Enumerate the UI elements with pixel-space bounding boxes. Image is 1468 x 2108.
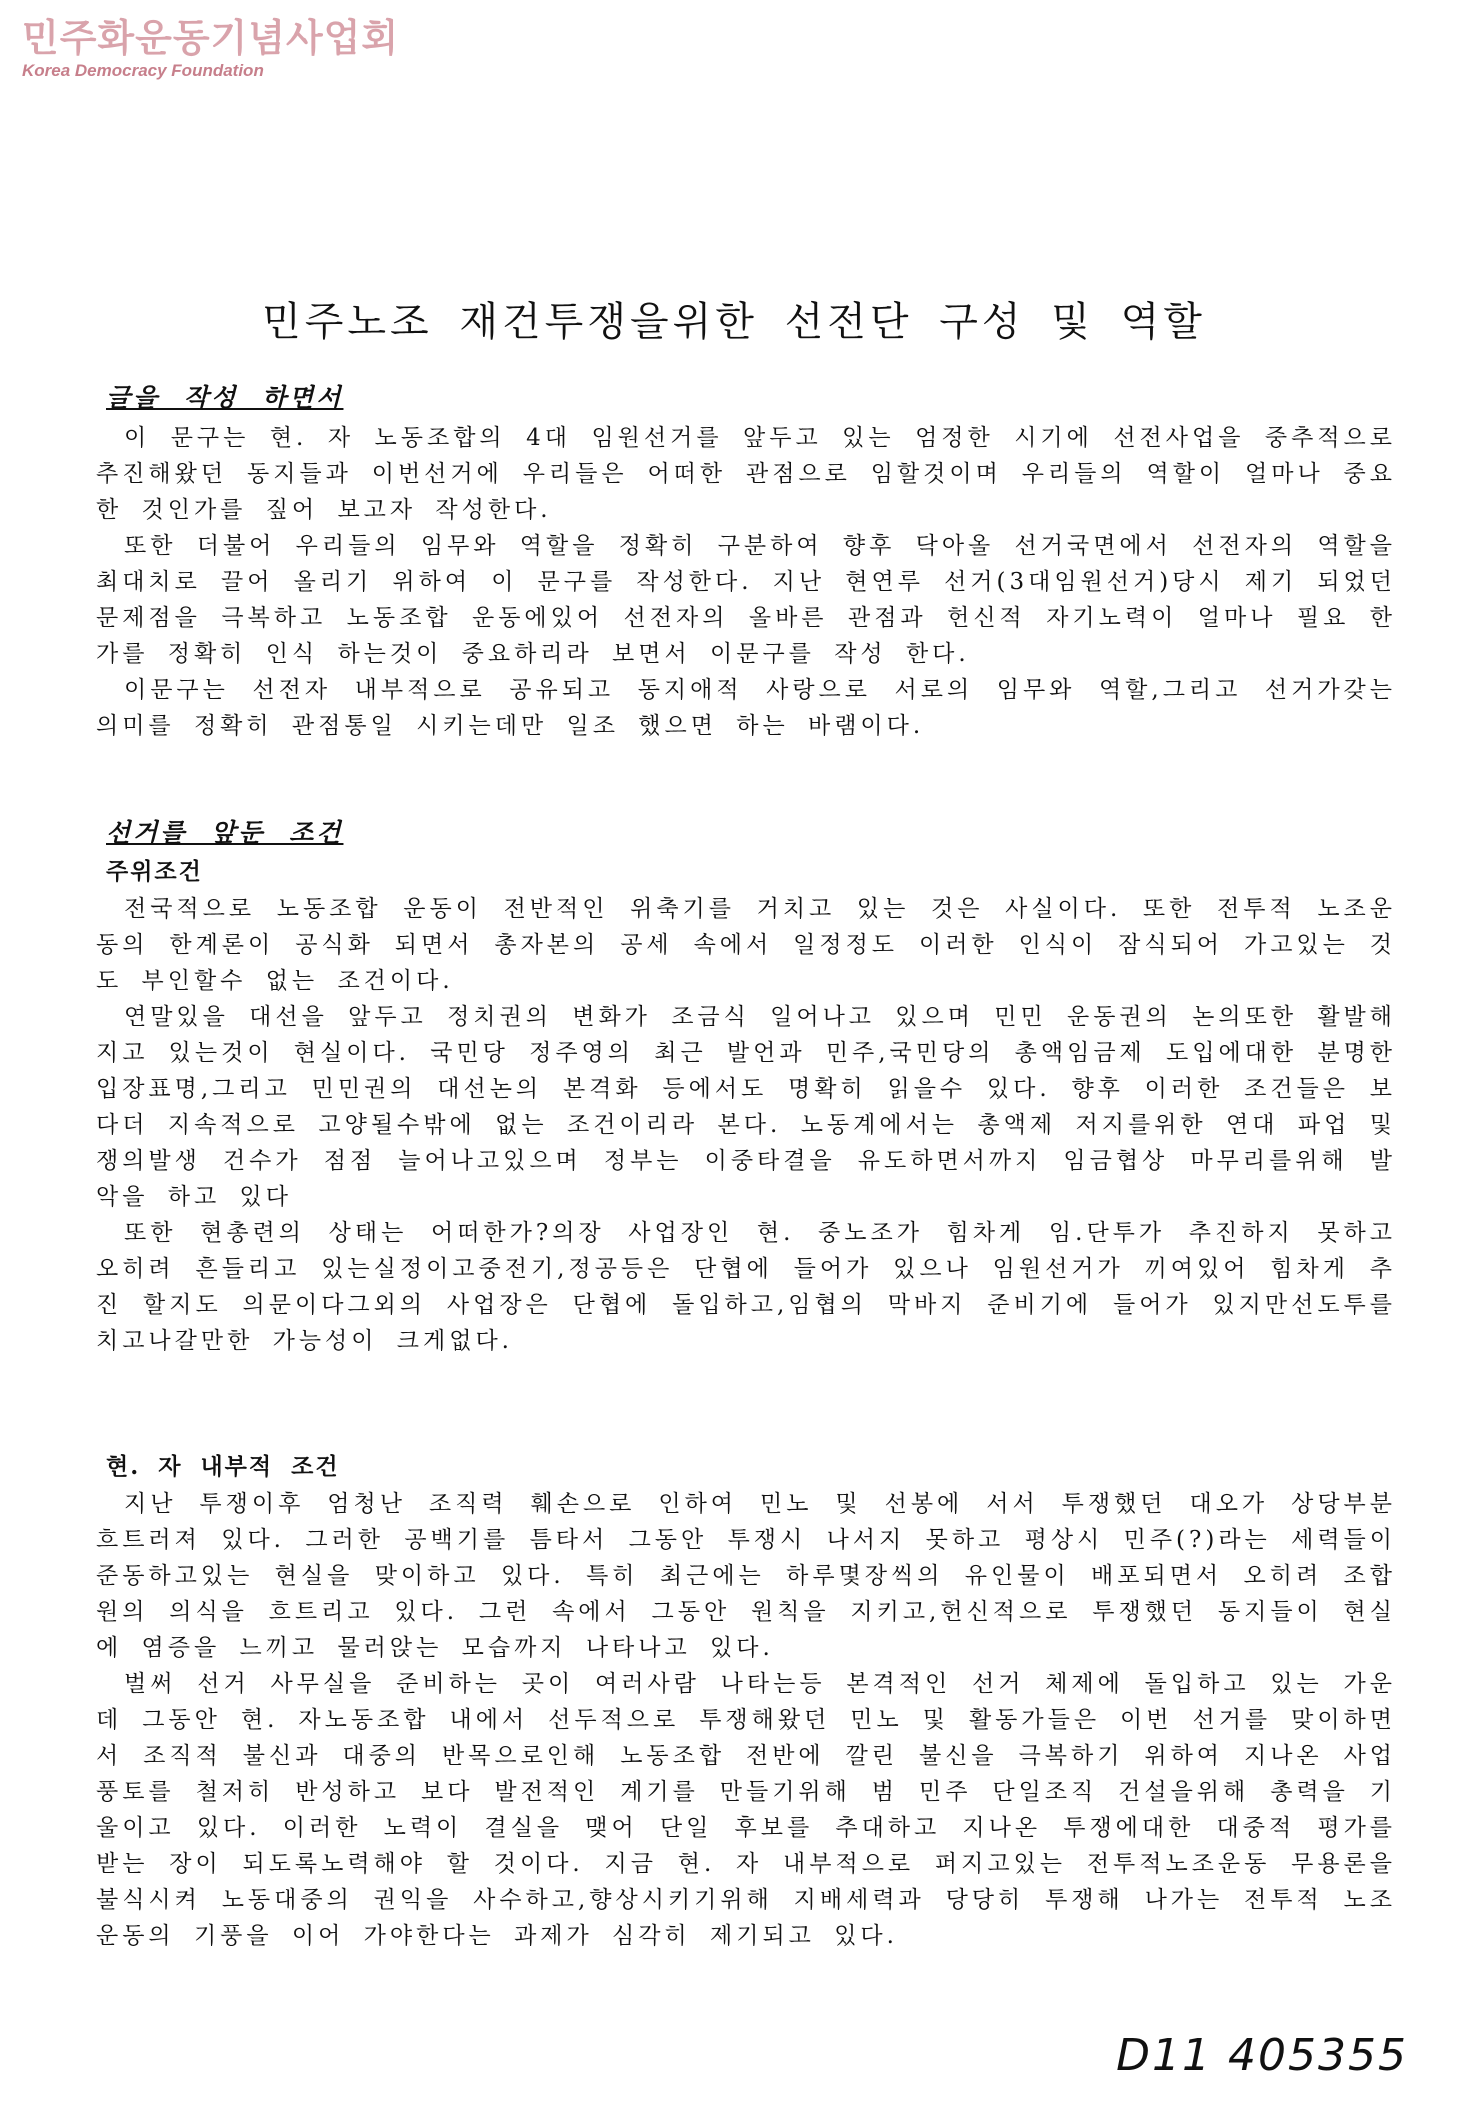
paragraph: 이문구는 선전자 내부적으로 공유되고 동지애적 사랑으로 서로의 임무와 역할,그리고 선거가갖는 의미를 정확히 관점통일 시키는데만 일조 했으면 하는 바램이다.	[96, 677, 1396, 739]
section-internal-subheading: 현. 자 내부적 조건	[106, 1453, 340, 1480]
paragraph: 벌써 선거 사무실을 준비하는 곳이 여러사람 나타는등 본격적인 선거 체제에 돌입하고 있는 가운데 그동안 현. 자노동조합 내에서 선두적으로 투쟁해왔던 민노 및 활동가들은 이번 선거를 맞이하면서 조직적 불신과 대중의 반목으로인해 노동조합 전반에 깔린 불신을 극복하기 위하여 지나온 사업풍토를 철저히 반성하고 보다 발전적인 계기를 만들기위해 범 민주 단일조직 건설을위해 총력을 기울이고 있다. 이러한 노력이 결실을 맺어 단일 후보를 추대하고 지나온 투쟁에대한 대중적 평가를 받는 장이 되도록노력해야 할 것이다. 지금 현. 자 내부적으로 퍼지고있는 전투적노조운동 무용론을 불식시켜 노동대중의 권익을 사수하고,향상시키기위해 지배세력과 당당히 투쟁해 나가는 전투적 노조운동의 기풍을 이어 가야한다는 과제가 심각히 제기되고 있다.	[96, 1671, 1396, 1949]
paragraph: 지난 투쟁이후 엄청난 조직력 훼손으로 인하여 민노 및 선봉에 서서 투쟁했던 대오가 상당부분 흐트러져 있다. 그러한 공백기를 틈타서 그동안 투쟁시 나서지 못하고 평상시 민주(?)라는 세력들이 준동하고있는 현실을 맞이하고 있다. 특히 최근에는 하루몇장씩의 유인물이 배포되면서 오히려 조합원의 의식을 흐트리고 있다. 그런 속에서 그동안 원칙을 지키고,헌신적으로 투쟁했던 동지들이 현실에 염증을 느끼고 물러앉는 모습까지 나타나고 있다.	[96, 1491, 1396, 1661]
paragraph: 연말있을 대선을 앞두고 정치권의 변화가 조금식 일어나고 있으며 민민 운동권의 논의또한 활발해지고 있는것이 현실이다. 국민당 정주영의 최근 발언과 민주,국민당의 총액임금제 도입에대한 분명한 입장표명,그리고 민민권의 대선논의 본격화 등에서도 명확히 읽을수 있다. 향후 이러한 조건들은 보다더 지속적으로 고양될수밖에 없는 조건이리라 본다. 노동계에서는 총액제 저지를위한 연대 파업 및 쟁의발생 건수가 점점 늘어나고있으며 정부는 이중타결을 유도하면서까지 임금협상 마무리를위해 발악을 하고 있다	[96, 1004, 1396, 1210]
document-number: D11 405355	[1116, 2030, 1408, 2081]
watermark-logo	[22, 16, 399, 82]
paragraph: 전국적으로 노동조합 운동이 전반적인 위축기를 거치고 있는 것은 사실이다. 또한 전투적 노조운동의 한계론이 공식화 되면서 총자본의 공세 속에서 일정정도 이러한 인식이 잠식되어 가고있는 것도 부인할수 없는 조건이다.	[96, 896, 1396, 994]
section-conditions-heading: 선거를 앞둔 조건	[106, 818, 344, 847]
paragraph: 또한 현총련의 상태는 어떠한가?의장 사업장인 현. 중노조가 힘차게 임.단투가 추진하지 못하고 오히려 흔들리고 있는실정이고중전기,정공등은 단협에 들어가 있으나 임원선거가 끼여있어 힘차게 추진 할지도 의문이다그외의 사업장은 단협에 돌입하고,임협의 막바지 준비기에 들어가 있지만선도투를 치고나갈만한 가능성이 크게없다.	[96, 1220, 1396, 1354]
section-intro	[96, 380, 1396, 744]
section-conditions	[96, 815, 1396, 1359]
paragraph: 이 문구는 현. 자 노동조합의 4대 임원선거를 앞두고 있는 엄정한 시기에 선전사업을 중추적으로 추진해왔던 동지들과 이번선거에 우리들은 어떠한 관점으로 임할것이며 우리들의 역할이 얼마나 중요한 것인가를 짚어 보고자 작성한다.	[96, 425, 1396, 523]
section-intro-heading: 글을 작성 하면서	[106, 383, 344, 412]
paragraph: 또한 더불어 우리들의 임무와 역할을 정확히 구분하여 향후 닥아올 선거국면에서 선전자의 역할을 최대치로 끌어 올리기 위하여 이 문구를 작성한다. 지난 현연루 선거(3대임원선거)당시 제기 되었던 문제점을 극복하고 노동조합 운동에있어 선전자의 올바른 관점과 헌신적 자기노력이 얼마나 필요 한가를 정확히 인식 하는것이 중요하리라 보면서 이문구를 작성 한다.	[96, 533, 1396, 667]
section-conditions-subheading: 주위조건	[106, 858, 203, 885]
watermark-korean: 민주화운동기념사업회	[22, 16, 400, 60]
document-title: 민주노조 재건투쟁을위한 선전단 구성 및 역할	[262, 299, 1206, 345]
section-internal-conditions	[96, 1450, 1396, 1954]
watermark-english: Korea Democracy Foundation	[22, 61, 264, 80]
